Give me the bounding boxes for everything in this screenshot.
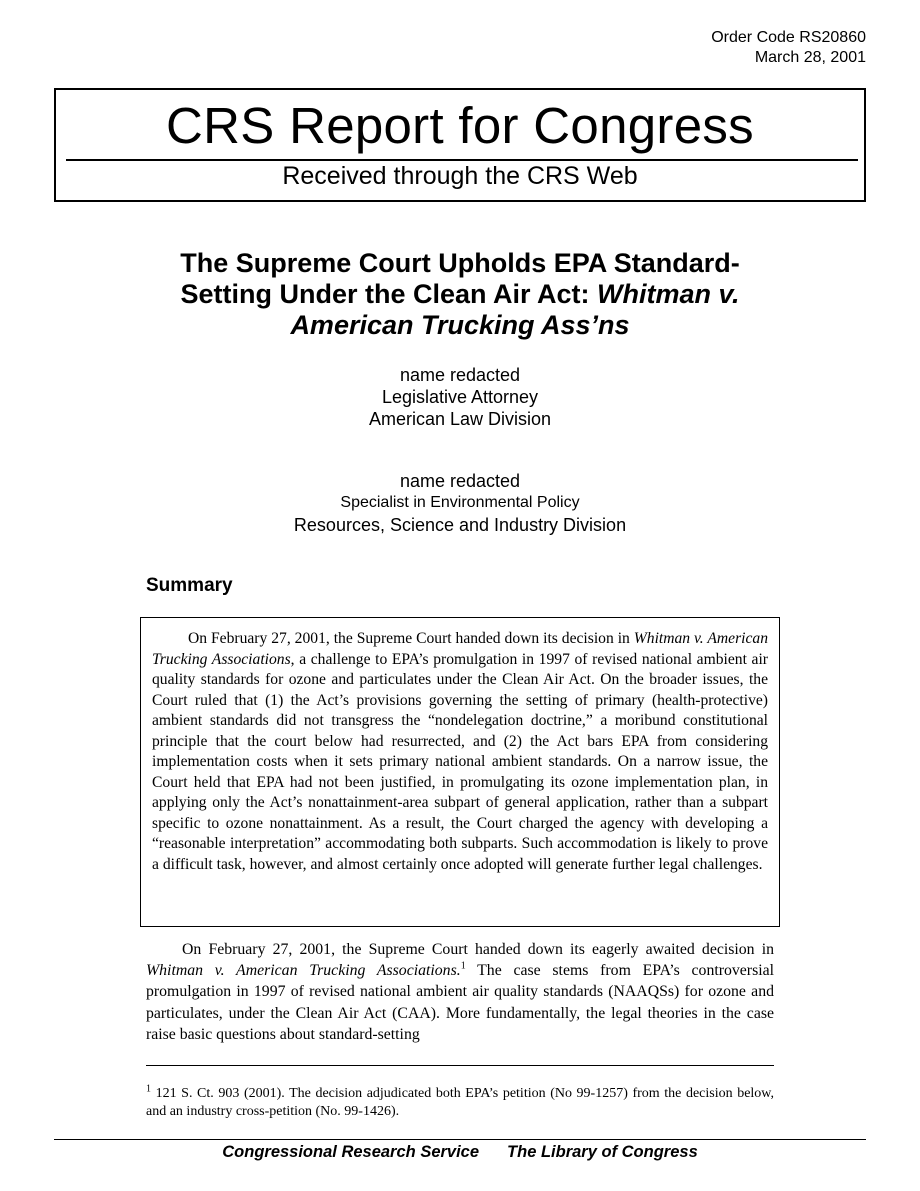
banner-title: CRS Report for Congress [166,97,754,154]
summary-text-2: , a challenge to EPA’s promulgation in 1997 of revised national ambient air quality standards for ozone and particulates under the Clean Air Act. On the broader issues, the Court ruled that (1) the Act’s provisions governing the setting of primary (health-protective) ambient standards did not transgress the “nondelegation doctrine,” a moribund constitutional principle that the court below had resurrected, and (2) the Act bars EPA from considering implementation costs when it sets primary national ambient standards. On a narrow issue, the Court held that EPA had not been justified, in promulgating its ozone implementation plan, in applying only the Act’s nonattainment-area subpart of general application, rather than a subpart specific to ozone nonattainment. As a result, the Court charged the agency with developing a “reasonable interpretation” accommodating both subparts. Such accommodation is likely to prove a difficult task, however, and almost certainly once adopted will generate further legal challenges. [152,650,769,873]
footnote-reference: 1 [460,960,466,972]
footnote [146,1085,774,1121]
banner-subtitle: Received through the CRS Web [282,162,638,190]
summary-paragraph [152,629,768,875]
author-division: American Law Division [368,409,552,429]
report-banner [54,88,866,202]
title-line-1: The Supreme Court Upholds EPA Standard- [180,248,740,278]
order-code: Order Code RS20860 [711,29,866,46]
order-info [711,28,866,68]
report-date: March 28, 2001 [754,49,866,66]
body-text [146,939,774,1045]
summary-text-1: On February 27, 2001, the Supreme Court handed down its decision in [188,630,634,647]
title-line-2 [120,279,800,310]
body-text-1: On February 27, 2001, the Supreme Court handed down its eagerly awaited decision in [182,941,774,958]
author-role: Legislative Attorney [381,387,539,407]
document-title [120,248,800,341]
author-name: name redacted [399,471,521,491]
page-footer [54,1143,866,1162]
summary-case-name: Whitman v. American Trucking Associations [152,630,768,668]
footnote-divider [146,1065,774,1066]
title-line-3 [120,310,800,341]
footer-crs: Congressional Research Service [222,1143,480,1161]
footnote-text: 121 S. Ct. 903 (2001). The decision adjudicated both EPA’s petition (No 99-1257) from the decision below, and an industry cross-petition (No. 99-1426). [146,1086,774,1119]
summary-heading: Summary [146,575,233,596]
body-text-2: The case stems from EPA’s controversial promulgation in 1997 of revised national ambient air quality standards (NAAQSs) for ozone and particulates, under the Clean Air Act (CAA). More fundamentally, the legal theories in the case raise basic questions about standard-setting [146,962,775,1043]
body-paragraph [146,939,774,1045]
footer-loc: The Library of Congress [507,1143,698,1161]
author-block-2 [120,470,800,536]
author-block-1 [120,364,800,430]
title-case-name-part1: Whitman v. [597,279,740,309]
author-role: Specialist in Environmental Policy [340,494,580,511]
title-case-name-part2: American Trucking Ass’ns [290,310,630,340]
author-division: Resources, Science and Industry Division [293,515,627,535]
summary-box [140,617,780,927]
banner-divider [66,159,858,161]
title-line-2-text: Setting Under the Clean Air Act: [180,279,598,309]
footnote-number: 1 [146,1083,151,1095]
author-name: name redacted [399,365,521,385]
footer-divider [54,1139,866,1140]
body-case-name: Whitman v. American Trucking Associations. [146,962,461,980]
